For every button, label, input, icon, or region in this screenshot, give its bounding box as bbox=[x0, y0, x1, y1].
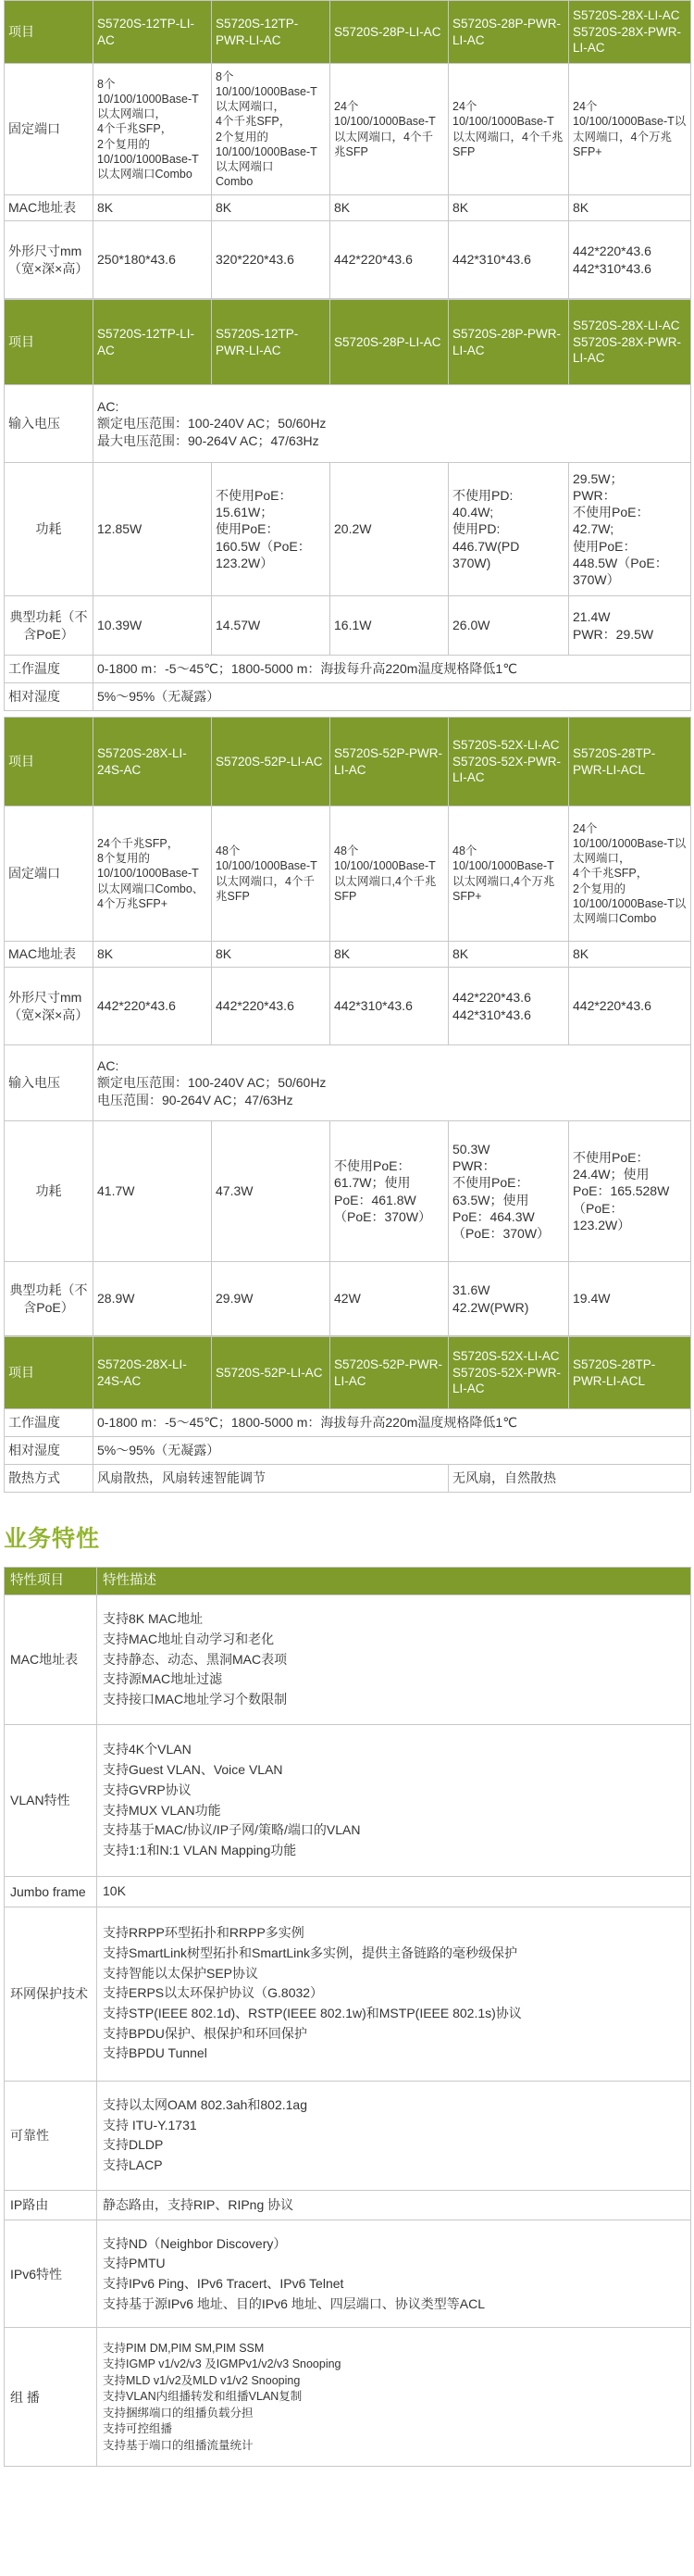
spec-row-mac bbox=[5, 942, 691, 968]
model-name: S5720S-12TP-LI-AC bbox=[93, 300, 212, 385]
model-name: S5720S-28TP-PWR-LI-ACL bbox=[569, 718, 691, 807]
spec-cell: 8K bbox=[330, 942, 449, 968]
model-name: S5720S-12TP-LI-AC bbox=[93, 1, 212, 64]
spec-cell: AC: 额定电压范围：100-240V AC；50/60Hz 电压范围：90-264V AC；47/63Hz bbox=[93, 1045, 691, 1121]
header-label: 项目 bbox=[5, 1, 93, 64]
model-name: S5720S-28P-PWR-LI-AC bbox=[449, 300, 569, 385]
spec-cell: 风扇散热，风扇转速智能调节 bbox=[93, 1465, 449, 1493]
row-label: 典型功耗（不含PoE） bbox=[5, 1262, 93, 1336]
feature-table bbox=[4, 1567, 691, 2467]
row-label: 输入电压 bbox=[5, 1045, 93, 1121]
feature-label: MAC地址表 bbox=[5, 1595, 97, 1725]
spec-row-temperature bbox=[5, 656, 691, 683]
spec-header-row bbox=[5, 718, 691, 807]
feature-header-desc: 特性描述 bbox=[97, 1568, 691, 1595]
spec-row-dimensions bbox=[5, 221, 691, 299]
row-label: 功耗 bbox=[5, 1121, 93, 1262]
spec-cell: 16.1W bbox=[330, 596, 449, 656]
model-name: S5720S-12TP-PWR-LI-AC bbox=[212, 300, 330, 385]
row-label: 工作温度 bbox=[5, 656, 93, 683]
spec-cell: 24个 10/100/1000Base-T以太网端口，4个千兆SFP bbox=[330, 64, 449, 195]
spec-row-ports bbox=[5, 64, 691, 195]
spec-cell: 29.9W bbox=[212, 1262, 330, 1336]
spec-cell: 20.2W bbox=[330, 463, 449, 596]
row-label: MAC地址表 bbox=[5, 195, 93, 221]
spec-row-input-voltage bbox=[5, 385, 691, 463]
spec-cell: 24个 10/100/1000Base-T以太网端口，4个万兆SFP+ bbox=[569, 64, 691, 195]
model-name: S5720S-52X-LI-AC S5720S-52X-PWR-LI-AC bbox=[449, 1337, 569, 1409]
row-label: 功耗 bbox=[5, 463, 93, 596]
spec-cell: 41.7W bbox=[93, 1121, 212, 1262]
spec-cell: 320*220*43.6 bbox=[212, 221, 330, 299]
header-label: 项目 bbox=[5, 1337, 93, 1409]
row-label: 典型功耗（不含PoE） bbox=[5, 596, 93, 656]
feature-header-row bbox=[5, 1568, 691, 1595]
feature-header-item: 特性项目 bbox=[5, 1568, 97, 1595]
spec-table-2 bbox=[4, 299, 691, 711]
model-name: S5720S-28X-LI-AC S5720S-28X-PWR-LI-AC bbox=[569, 300, 691, 385]
spec-cell: 8K bbox=[449, 942, 569, 968]
spec-cell: 8个 10/100/1000Base-T以太网端口， 4个千兆SFP， 2个复用的 10/100/1000Base-T以太网端口Combo bbox=[93, 64, 212, 195]
spec-cell: 48个 10/100/1000Base-T以太网端口,4个万兆SFP+ bbox=[449, 807, 569, 942]
row-label: MAC地址表 bbox=[5, 942, 93, 968]
spec-cell: 8K bbox=[93, 942, 212, 968]
feature-row-jumbo bbox=[5, 1877, 691, 1907]
spec-cell: 12.85W bbox=[93, 463, 212, 596]
spec-row-ports bbox=[5, 807, 691, 942]
spec-cell: 不使用PD: 40.4W; 使用PD: 446.7W(PD 370W) bbox=[449, 463, 569, 596]
model-name: S5720S-12TP-PWR-LI-AC bbox=[212, 1, 330, 64]
section-title: 业务特性 bbox=[4, 1526, 101, 1552]
feature-desc: 支持4K个VLAN 支持Guest VLAN、Voice VLAN 支持GVRP协议 支持MUX VLAN功能 支持基于MAC/协议/IP子网/策略/端口的VLAN 支持1:1和N:1 VLAN Mapping功能 bbox=[97, 1725, 691, 1877]
spec-cell: 5%～95%（无凝露） bbox=[93, 1437, 691, 1465]
feature-label: 环网保护技术 bbox=[5, 1907, 97, 2081]
spec-cell: 14.57W bbox=[212, 596, 330, 656]
spec-cell: 48个 10/100/1000Base-T以太网端口,4个千兆SFP bbox=[330, 807, 449, 942]
spec-row-input-voltage bbox=[5, 1045, 691, 1121]
spec-row-typical-power bbox=[5, 596, 691, 656]
spec-cell: 42W bbox=[330, 1262, 449, 1336]
feature-label: 可靠性 bbox=[5, 2081, 97, 2190]
spec-header-row bbox=[5, 1337, 691, 1409]
spec-cell: 442*220*43.6 442*310*43.6 bbox=[449, 968, 569, 1045]
spec-cell: 50.3W PWR： 不使用PoE： 63.5W；使用 PoE：464.3W （PoE：370W） bbox=[449, 1121, 569, 1262]
feature-desc: 支持RRPP环型拓扑和RRPP多实例 支持SmartLink树型拓扑和SmartLink多实例，提供主备链路的毫秒级保护 支持智能以太保护SEP协议 支持ERPS以太环保护协议（G.8032） 支持STP(IEEE 802.1d)、RSTP(IEEE 802.1w)和MSTP(IEEE 802.1s)协议 支持BPDU保护、根保护和环回保护 支持BPDU Tunnel bbox=[97, 1907, 691, 2081]
spec-cell: 5%～95%（无凝露） bbox=[93, 683, 691, 711]
spec-cell: 24个千兆SFP， 8个复用的 10/100/1000Base-T以太网端口Combo、4个万兆SFP+ bbox=[93, 807, 212, 942]
spec-cell: 无风扇，自然散热 bbox=[449, 1465, 691, 1493]
spec-row-dimensions bbox=[5, 968, 691, 1045]
row-label: 相对湿度 bbox=[5, 683, 93, 711]
model-name: S5720S-28X-LI-24S-AC bbox=[93, 718, 212, 807]
spec-cell: 0-1800 m：-5～45℃；1800-5000 m：海拔每升高220m温度规格降低1℃ bbox=[93, 656, 691, 683]
feature-row-reliability bbox=[5, 2081, 691, 2190]
row-label: 散热方式 bbox=[5, 1465, 93, 1493]
spec-cell: 26.0W bbox=[449, 596, 569, 656]
spec-cell: 10.39W bbox=[93, 596, 212, 656]
spec-cell: 21.4W PWR：29.5W bbox=[569, 596, 691, 656]
feature-desc: 支持ND（Neighbor Discovery） 支持PMTU 支持IPv6 Ping、IPv6 Tracert、IPv6 Telnet 支持基于源IPv6 地址、目的IPv6 地址、四层端口、协议类型等ACL bbox=[97, 2220, 691, 2328]
spec-cell: AC: 额定电压范围：100-240V AC；50/60Hz 最大电压范围：90-264V AC；47/63Hz bbox=[93, 385, 691, 463]
spec-row-humidity bbox=[5, 683, 691, 711]
feature-row-mac bbox=[5, 1595, 691, 1725]
feature-row-ip-routing bbox=[5, 2190, 691, 2220]
spec-cell: 28.9W bbox=[93, 1262, 212, 1336]
feature-row-ipv6 bbox=[5, 2220, 691, 2328]
row-label: 固定端口 bbox=[5, 807, 93, 942]
feature-desc: 10K bbox=[97, 1877, 691, 1907]
row-label: 相对湿度 bbox=[5, 1437, 93, 1465]
header-label: 项目 bbox=[5, 718, 93, 807]
spec-row-humidity bbox=[5, 1437, 691, 1465]
spec-cell: 47.3W bbox=[212, 1121, 330, 1262]
spec-cell: 24个 10/100/1000Base-T以太网端口， 4个千兆SFP， 2个复用的 10/100/1000Base-T以太网端口Combo bbox=[569, 807, 691, 942]
spec-cell: 不使用PoE： 61.7W；使用 PoE：461.8W （PoE：370W） bbox=[330, 1121, 449, 1262]
spec-row-power bbox=[5, 463, 691, 596]
header-label: 项目 bbox=[5, 300, 93, 385]
spec-cell: 8K bbox=[212, 195, 330, 221]
model-name: S5720S-52P-PWR-LI-AC bbox=[330, 1337, 449, 1409]
spec-cell: 48个 10/100/1000Base-T以太网端口，4个千兆SFP bbox=[212, 807, 330, 942]
spec-cell: 8K bbox=[212, 942, 330, 968]
spec-cell: 29.5W； PWR： 不使用PoE：42.7W; 使用PoE： 448.5W（PoE：370W） bbox=[569, 463, 691, 596]
model-name: S5720S-52P-LI-AC bbox=[212, 718, 330, 807]
spec-row-typical-power bbox=[5, 1262, 691, 1336]
model-name: S5720S-28X-LI-AC S5720S-28X-PWR-LI-AC bbox=[569, 1, 691, 64]
row-label: 工作温度 bbox=[5, 1409, 93, 1437]
model-name: S5720S-28P-LI-AC bbox=[330, 300, 449, 385]
feature-label: IP路由 bbox=[5, 2190, 97, 2220]
model-name: S5720S-28P-LI-AC bbox=[330, 1, 449, 64]
spec-cell: 19.4W bbox=[569, 1262, 691, 1336]
model-name: S5720S-28X-LI-24S-AC bbox=[93, 1337, 212, 1409]
spec-cell: 442*310*43.6 bbox=[330, 968, 449, 1045]
model-name: S5720S-52P-PWR-LI-AC bbox=[330, 718, 449, 807]
spec-cell: 31.6W 42.2W(PWR) bbox=[449, 1262, 569, 1336]
spec-cell: 8K bbox=[330, 195, 449, 221]
spec-cell: 8K bbox=[93, 195, 212, 221]
spec-table-3 bbox=[4, 717, 691, 1336]
spec-cell: 442*220*43.6 442*310*43.6 bbox=[569, 221, 691, 299]
feature-label: IPv6特性 bbox=[5, 2220, 97, 2328]
spec-cell: 250*180*43.6 bbox=[93, 221, 212, 299]
spec-cell: 442*220*43.6 bbox=[93, 968, 212, 1045]
spec-row-cooling bbox=[5, 1465, 691, 1493]
spec-cell: 8K bbox=[449, 195, 569, 221]
spec-cell: 24个 10/100/1000Base-T以太网端口，4个千兆SFP bbox=[449, 64, 569, 195]
spec-cell: 8K bbox=[569, 195, 691, 221]
spec-cell: 442*310*43.6 bbox=[449, 221, 569, 299]
feature-row-vlan bbox=[5, 1725, 691, 1877]
feature-desc: 支持PIM DM,PIM SM,PIM SSM 支持IGMP v1/v2/v3 及IGMPv1/v2/v3 Snooping 支持MLD v1/v2及MLD v1/v2 Snooping 支持VLAN内组播转发和组播VLAN复制 支持捆绑端口的组播负载分担 支持可控组播 支持基于端口的组播流量统计 bbox=[97, 2328, 691, 2467]
feature-label: 组 播 bbox=[5, 2328, 97, 2467]
model-name: S5720S-28P-PWR-LI-AC bbox=[449, 1, 569, 64]
spec-header-row bbox=[5, 1, 691, 64]
spec-cell: 不使用PoE：15.61W； 使用PoE： 160.5W（PoE：123.2W） bbox=[212, 463, 330, 596]
spec-header-row bbox=[5, 300, 691, 385]
spec-cell: 0-1800 m：-5～45℃；1800-5000 m：海拔每升高220m温度规格降低1℃ bbox=[93, 1409, 691, 1437]
feature-desc: 静态路由，支持RIP、RIPng 协议 bbox=[97, 2190, 691, 2220]
spec-cell: 8个 10/100/1000Base-T以太网端口， 4个千兆SFP， 2个复用的 10/100/1000Base-T以太网端口 Combo bbox=[212, 64, 330, 195]
feature-label: VLAN特性 bbox=[5, 1725, 97, 1877]
spec-table-4 bbox=[4, 1336, 691, 1493]
feature-row-multicast bbox=[5, 2328, 691, 2467]
row-label: 输入电压 bbox=[5, 385, 93, 463]
row-label: 固定端口 bbox=[5, 64, 93, 195]
spec-cell: 442*220*43.6 bbox=[212, 968, 330, 1045]
spec-row-power bbox=[5, 1121, 691, 1262]
spec-row-temperature bbox=[5, 1409, 691, 1437]
spec-row-mac bbox=[5, 195, 691, 221]
spec-cell: 不使用PoE： 24.4W；使用 PoE：165.528W （PoE： 123.2W） bbox=[569, 1121, 691, 1262]
row-label: 外形尺寸mm（宽×深×高） bbox=[5, 221, 93, 299]
model-name: S5720S-52P-LI-AC bbox=[212, 1337, 330, 1409]
feature-row-ring-protection bbox=[5, 1907, 691, 2081]
spec-table-1 bbox=[4, 0, 691, 299]
feature-desc: 支持8K MAC地址 支持MAC地址自动学习和老化 支持静态、动态、黑洞MAC表项 支持源MAC地址过滤 支持接口MAC地址学习个数限制 bbox=[97, 1595, 691, 1725]
feature-desc: 支持以太网OAM 802.3ah和802.1ag 支持 ITU-Y.1731 支持DLDP 支持LACP bbox=[97, 2081, 691, 2190]
model-name: S5720S-52X-LI-AC S5720S-52X-PWR-LI-AC bbox=[449, 718, 569, 807]
feature-label: Jumbo frame bbox=[5, 1877, 97, 1907]
spec-cell: 8K bbox=[569, 942, 691, 968]
model-name: S5720S-28TP-PWR-LI-ACL bbox=[569, 1337, 691, 1409]
row-label: 外形尺寸mm（宽×深×高） bbox=[5, 968, 93, 1045]
spec-cell: 442*220*43.6 bbox=[569, 968, 691, 1045]
spec-cell: 442*220*43.6 bbox=[330, 221, 449, 299]
